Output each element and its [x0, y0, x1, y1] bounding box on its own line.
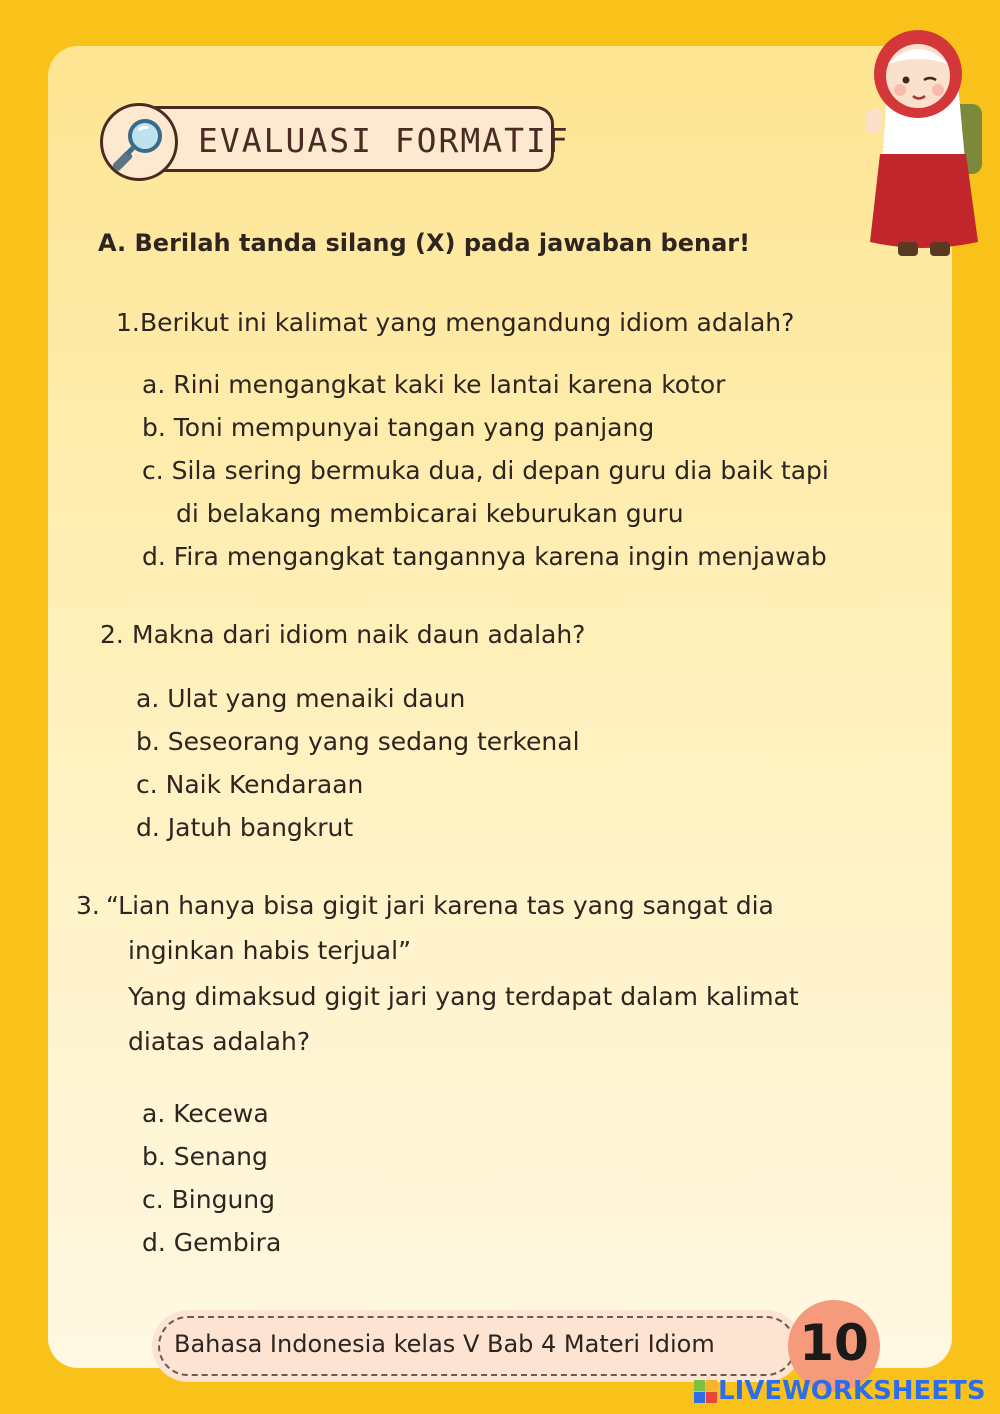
question-1-option-c-continued[interactable]: di belakang membicarai keburukan guru — [176, 499, 684, 528]
title-banner — [100, 103, 570, 181]
page-title: EVALUASI FORMATIF — [198, 121, 570, 160]
question-1-option-a[interactable]: a. Rini mengangkat kaki ke lantai karena kotor — [142, 370, 726, 399]
title-icon-badge — [100, 103, 178, 181]
question-1-option-d[interactable]: d. Fira mengangkat tangannya karena ingin menjawab — [142, 542, 827, 571]
question-1-text: Berikut ini kalimat yang mengandung idiom adalah? — [140, 308, 795, 337]
question-2-number: 2. — [100, 620, 124, 649]
question-3-text-line-2: inginkan habis terjual” — [128, 936, 412, 965]
question-2-option-a[interactable]: a. Ulat yang menaiki daun — [136, 684, 466, 713]
hijab-girl-illustration — [858, 14, 988, 264]
question-2-option-b[interactable]: b. Seseorang yang sedang terkenal — [136, 727, 580, 756]
question-3-text-line-4: diatas adalah? — [128, 1027, 311, 1056]
question-3-option-a[interactable]: a. Kecewa — [142, 1099, 269, 1128]
magnifier-icon — [103, 106, 175, 178]
instruction: A. Berilah tanda silang (X) pada jawaban benar! — [98, 229, 751, 257]
question-3-option-c[interactable]: c. Bingung — [142, 1185, 276, 1214]
question-2-option-d[interactable]: d. Jatuh bangkrut — [136, 813, 354, 842]
question-1-option-b[interactable]: b. Toni mempunyai tangan yang panjang — [142, 413, 655, 442]
liveworksheets-logo-icon — [694, 1380, 718, 1404]
question-2-option-c[interactable]: c. Naik Kendaraan — [136, 770, 364, 799]
question-3-text-line-3: Yang dimaksud gigit jari yang terdapat dalam kalimat — [128, 982, 799, 1011]
page-number: 10 — [799, 1314, 869, 1372]
footer-text: Bahasa Indonesia kelas V Bab 4 Materi Idiom — [174, 1330, 715, 1358]
footer-banner — [152, 1310, 802, 1382]
liveworksheets-brand[interactable] — [694, 1374, 990, 1408]
question-1-option-c[interactable]: c. Sila sering bermuka dua, di depan guru dia baik tapi — [142, 456, 829, 485]
brand-name: LIVEWORKSHEETS — [718, 1376, 986, 1406]
question-2-text: Makna dari idiom naik daun adalah? — [132, 620, 586, 649]
question-1-number: 1. — [116, 308, 140, 337]
question-3-text-line-1: “Lian hanya bisa gigit jari karena tas yang sangat dia — [106, 891, 774, 920]
question-3-option-d[interactable]: d. Gembira — [142, 1228, 282, 1257]
question-3-option-b[interactable]: b. Senang — [142, 1142, 268, 1171]
question-3-number: 3. — [76, 891, 100, 920]
